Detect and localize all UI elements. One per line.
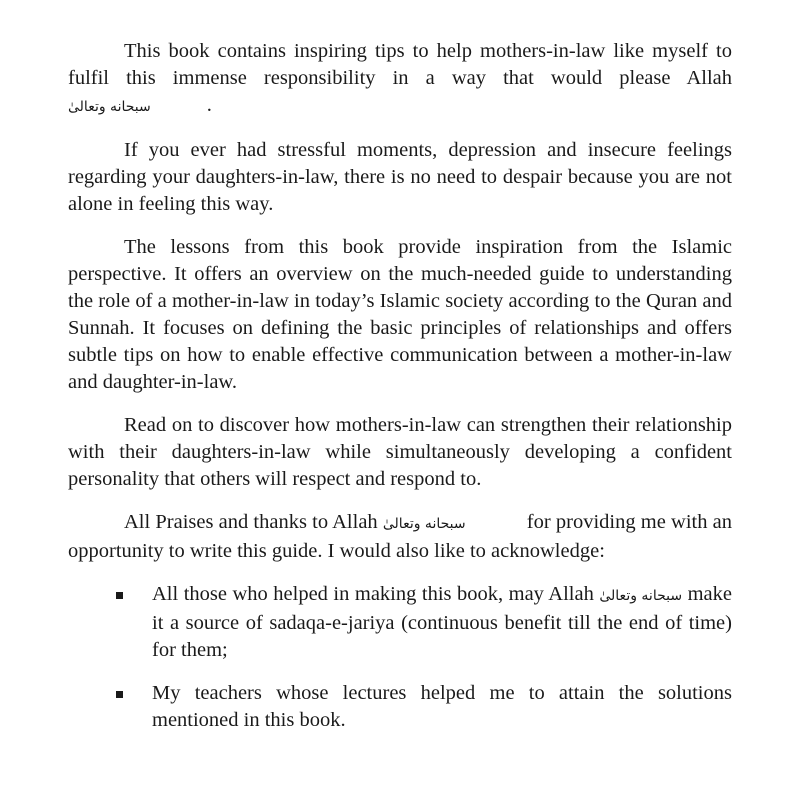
list-item-text: All those who helped in making this book, may Allah: [152, 583, 600, 605]
paragraph-text-after: .: [206, 94, 212, 116]
paragraph-text-after: for providing me with an opportunity to write this guide. I would also like to acknowledge:: [68, 511, 732, 562]
paragraph-text: If you ever had stressful moments, depression and insecure feelings regarding your daughters-in-law, there is no need to despair because you are not alone in feeling this way.: [68, 139, 732, 215]
document-page: [68, 38, 732, 750]
paragraph-text: This book contains inspiring tips to help mothers-in-law like myself to fulfil this immense responsibility in a way that would please Allah: [68, 40, 732, 89]
arabic-phrase: سبحانه وتعالىٰ: [599, 588, 683, 604]
paragraph-text: All Praises and thanks to Allah: [124, 511, 383, 533]
paragraph-text: The lessons from this book provide inspiration from the Islamic perspective. It offers an overview on the much-needed guide to understanding the role of a mother-in-law in today’s Islamic society according to the Quran and Sunnah. It focuses on defining the basic principles of relationships and offers subtle tips on how to enable effective communication between a mother-in-law and daughter-in-law.: [68, 236, 732, 393]
arabic-phrase: سبحانه وتعالىٰ: [68, 99, 151, 115]
paragraph-stress: [68, 137, 732, 218]
square-bullet-icon: [116, 691, 123, 698]
arabic-phrase: سبحانه وتعالىٰ: [382, 516, 466, 532]
list-item: [68, 581, 732, 664]
paragraph-text: Read on to discover how mothers-in-law can strengthen their relationship with their daughters-in-law while simultaneously developing a confident personality that others will respect and respond to.: [68, 414, 732, 490]
list-item-text-after: make it a source of sadaqa-e-jariya (continuous benefit till the end of time) for them;: [152, 583, 732, 661]
paragraph-lessons: [68, 234, 732, 396]
list-item: [68, 680, 732, 734]
paragraph-intro: [68, 38, 732, 121]
paragraph-read-on: [68, 412, 732, 493]
square-bullet-icon: [116, 592, 123, 599]
list-item-text: My teachers whose lectures helped me to attain the solutions mentioned in this book.: [152, 682, 732, 731]
acknowledgement-list: [68, 581, 732, 734]
paragraph-praises: [68, 509, 732, 565]
